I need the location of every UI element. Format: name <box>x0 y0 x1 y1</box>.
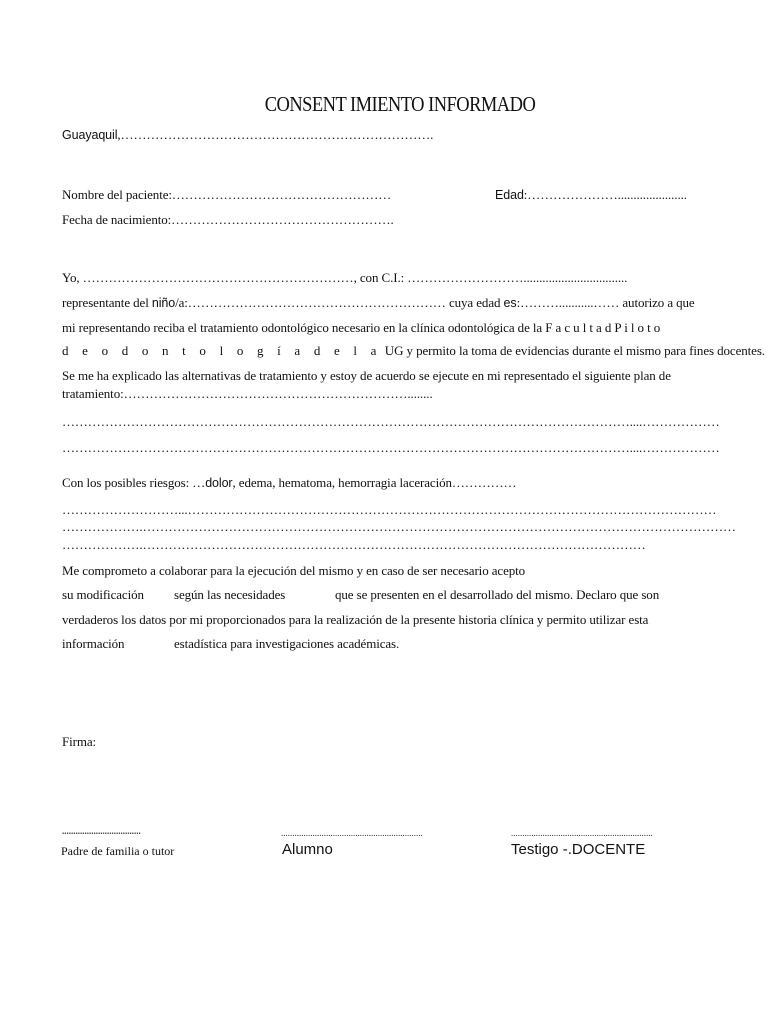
plan-fill-2: ……………………………………………………………………………………………………………………....……………… <box>62 440 720 455</box>
yo-text: Yo, ………………………………………………………, con C.I.: <box>62 270 408 285</box>
risks-text: Con los posibles riesgos: … <box>62 475 206 490</box>
commitment-line-1: Me comprometo a colaborar para la ejecución del mismo y en caso de ser necesario acepto <box>62 563 526 578</box>
parent-signature-line: ................................... <box>62 826 141 836</box>
age-label: Edad <box>495 188 524 202</box>
place-label: Guayaquil <box>62 128 118 142</box>
commitment-line-4 <box>62 636 400 652</box>
place-line <box>62 127 433 143</box>
risks-fill-1: ………………………...…………………………………………………………………………………………………………… <box>62 502 717 517</box>
age-line <box>495 187 687 203</box>
pain-word: dolor <box>205 476 233 490</box>
faculty-line <box>62 343 765 359</box>
commitment-line-3: verdaderos los datos por mi proporcionados para la realización de la presente historia clínica y permito utilizar esta <box>62 612 649 627</box>
ci-fill: ………………………................................. <box>407 270 628 285</box>
birth-date-line <box>62 212 394 228</box>
representative-age-text: /a:…………………………………………………… cuya edad <box>175 295 504 310</box>
yo-line <box>62 270 627 286</box>
plan-line-2: tratamiento:…………………………………………………………........ <box>62 386 433 401</box>
faculty-name-part1: F a c u l t a d P i l o t o <box>545 320 661 335</box>
declare-text: que se presenten en el desarrollado del mismo. Declaro que son <box>335 587 660 602</box>
needs-text: según las necesidades <box>174 587 286 602</box>
patient-name-line <box>62 187 391 203</box>
birth-date-label: Fecha de nacimiento <box>62 212 168 227</box>
age-word: es <box>503 296 517 310</box>
birth-date-fill: :……………………………………………. <box>167 212 394 227</box>
witness-signature-label: Testigo -.DOCENTE <box>511 841 646 858</box>
page-title: CONSENT IMIENTO INFORMADO <box>264 92 536 116</box>
risks-fill-3: ……………….……………………………………………………………………………………………………… <box>62 537 646 552</box>
treatment-line <box>62 320 660 336</box>
patient-name-label: Nombre del paciente <box>62 187 169 202</box>
patient-name-fill: :…………………………………………… <box>168 187 392 202</box>
faculty-name-part2: d e o d o n t o l o g í a d e l a <box>62 343 382 358</box>
authorize-text: :………...........…… autorizo a que <box>516 295 695 310</box>
treatment-text: mi representando reciba el tratamiento odontológico necesario en la clínica odontológica de la <box>62 320 546 335</box>
risks-line <box>62 475 516 491</box>
signature-label: Firma: <box>62 734 97 749</box>
modification-text: su modificación <box>62 587 144 602</box>
plan-line-1: Se me ha explicado las alternativas de tratamiento y estoy de acuerdo se ejecute en mi representado el siguiente plan de <box>62 368 671 383</box>
risks-list: , edema, hematoma, hemorragia laceración…………… <box>232 475 517 490</box>
parent-signature-label: Padre de familia o tutor <box>61 844 175 858</box>
age-fill: :…………………...................... <box>523 187 687 202</box>
representative-text: representante del <box>62 295 152 310</box>
witness-signature-line: ............................................................... <box>511 828 653 838</box>
plan-fill-1: ……………………………………………………………………………………………………………………....……………… <box>62 414 720 429</box>
risks-fill-2: ……………….………………………………………………………………………………………………………………………… <box>62 519 736 534</box>
student-signature-label: Alumno <box>282 841 333 858</box>
information-text: información <box>62 636 125 651</box>
evidence-text: UG y permito la toma de evidencias durante el mismo para fines docentes. <box>381 343 765 358</box>
commitment-line-2 <box>62 587 660 603</box>
child-word: niño <box>151 296 176 310</box>
statistics-text: estadística para investigaciones académicas. <box>174 636 400 651</box>
representative-line <box>62 295 695 311</box>
student-signature-line: ............................................................... <box>281 828 423 838</box>
place-fill: ,………………………………………………………………. <box>117 127 434 142</box>
